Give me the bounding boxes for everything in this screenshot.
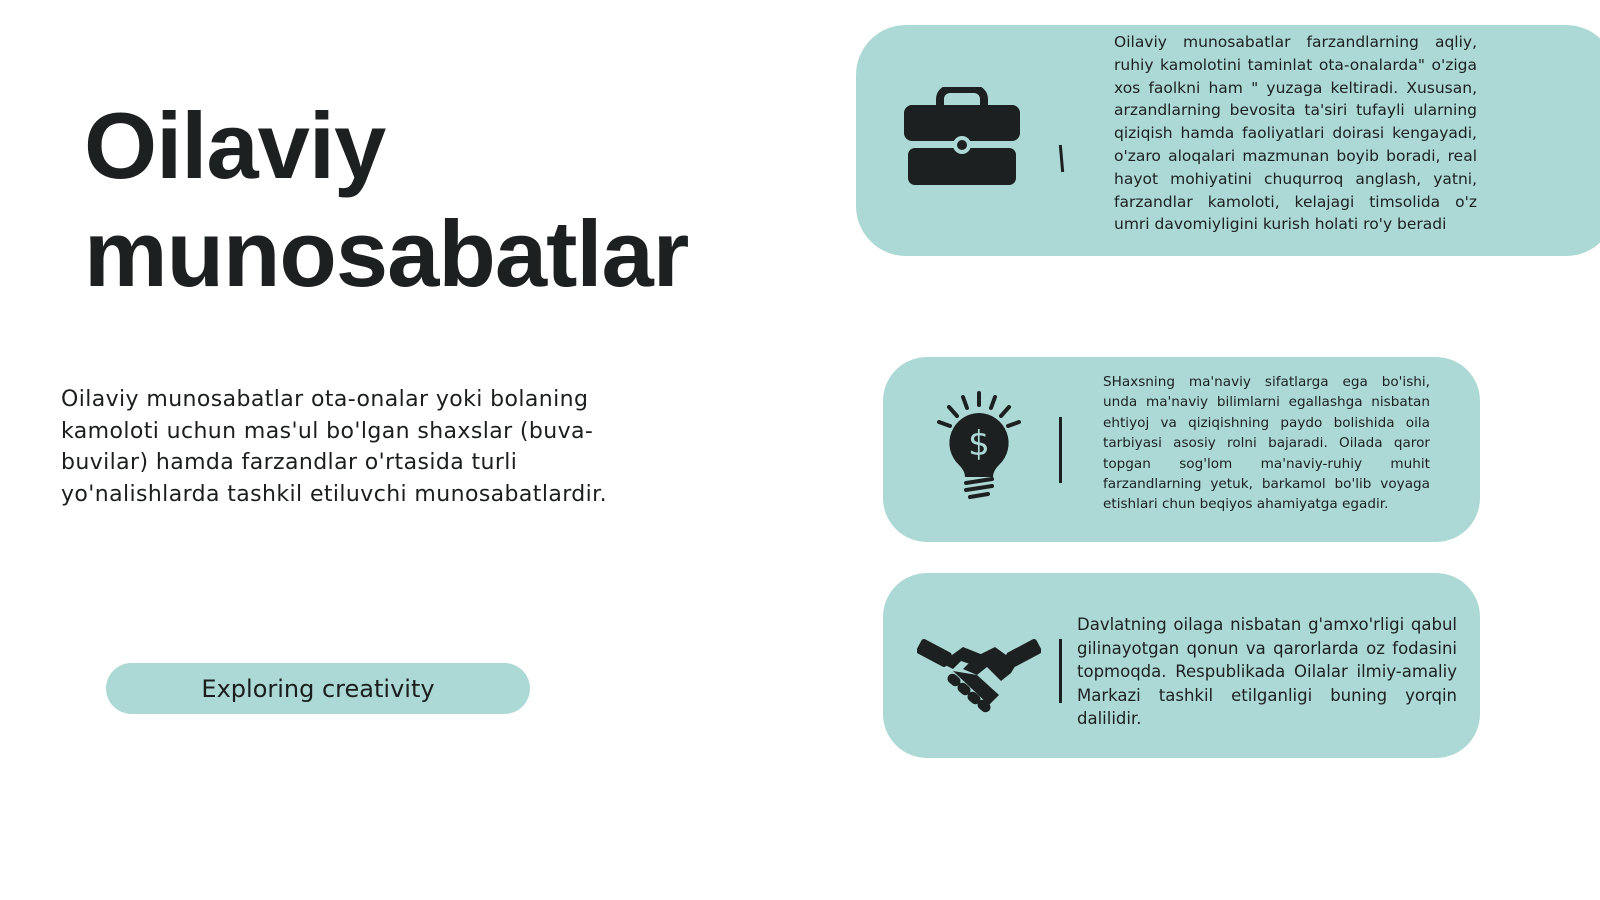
lightbulb-dollar-icon	[933, 391, 1025, 505]
card-3-text: Davlatning oilaga nisbatan g'amxo'rligi qabul gilinayotgan qonun va qarorlarda oz fodasini topmoqda. Respublikada Oilalar ilmiy-amaliy Markazi tashkil etilganligi buning yorqin dalilidir.	[1077, 615, 1457, 728]
info-card-2	[883, 357, 1480, 542]
info-card-1	[856, 25, 1600, 256]
card-1-divider	[1059, 145, 1064, 172]
card-2-text: SHaxsning ma'naviy sifatlarga ega bo'ishi, unda ma'naviy bilimlarni egallashga nisbatan ehtiyoj va qiziqishning paydo bolishida oila tarbiyasi asosiy rolni bajaradi. Oilada qaror topgan sog'lom ma'naviy-ruhiy muhit farzandlarning yetuk, barkamol bo'lib voyaga etishlari chun beqiyos ahamiyatga egadir.	[1103, 374, 1430, 513]
briefcase-icon	[902, 87, 1022, 191]
title-line-1: Oilaviy	[84, 93, 386, 198]
slide-title	[84, 92, 804, 308]
exploring-creativity-button[interactable]: Exploring creativity	[106, 663, 530, 714]
card-1-text: Oilaviy munosabatlar farzandlarning aqliy, ruhiy kamolotini taminlat ota-onalarda" o'ziga xos faolkni ham " yuzaga keltiradi. Xususan, arzandlarning bevosita ta'siri tufayli ularning qiziqish hamda faoliyatlari doirasi kengayadi, o'zaro aloqalari mazmunan boyib boradi, real hayot mohiyatini chuqurroq anglash, yatni, farzandlar kamoloti, kelajagi timsolida o'z umri davomiyligini kurish holati ro'y beradi	[1114, 33, 1477, 234]
intro-paragraph: Oilaviy munosabatlar ota-onalar yoki bolaning kamoloti uchun mas'ul bo'lgan shaxslar (buva-buvilar) hamda farzandlar o'rtasida turli yo'nalishlarda tashkil etiluvchi munosabatlardir.	[61, 387, 607, 507]
card-3-divider	[1059, 639, 1062, 703]
title-line-2: munosabatlar	[84, 201, 689, 306]
info-card-3	[883, 573, 1480, 758]
handshake-icon	[917, 635, 1041, 723]
svg-text:$: $	[968, 424, 990, 464]
card-2-divider	[1059, 417, 1062, 483]
